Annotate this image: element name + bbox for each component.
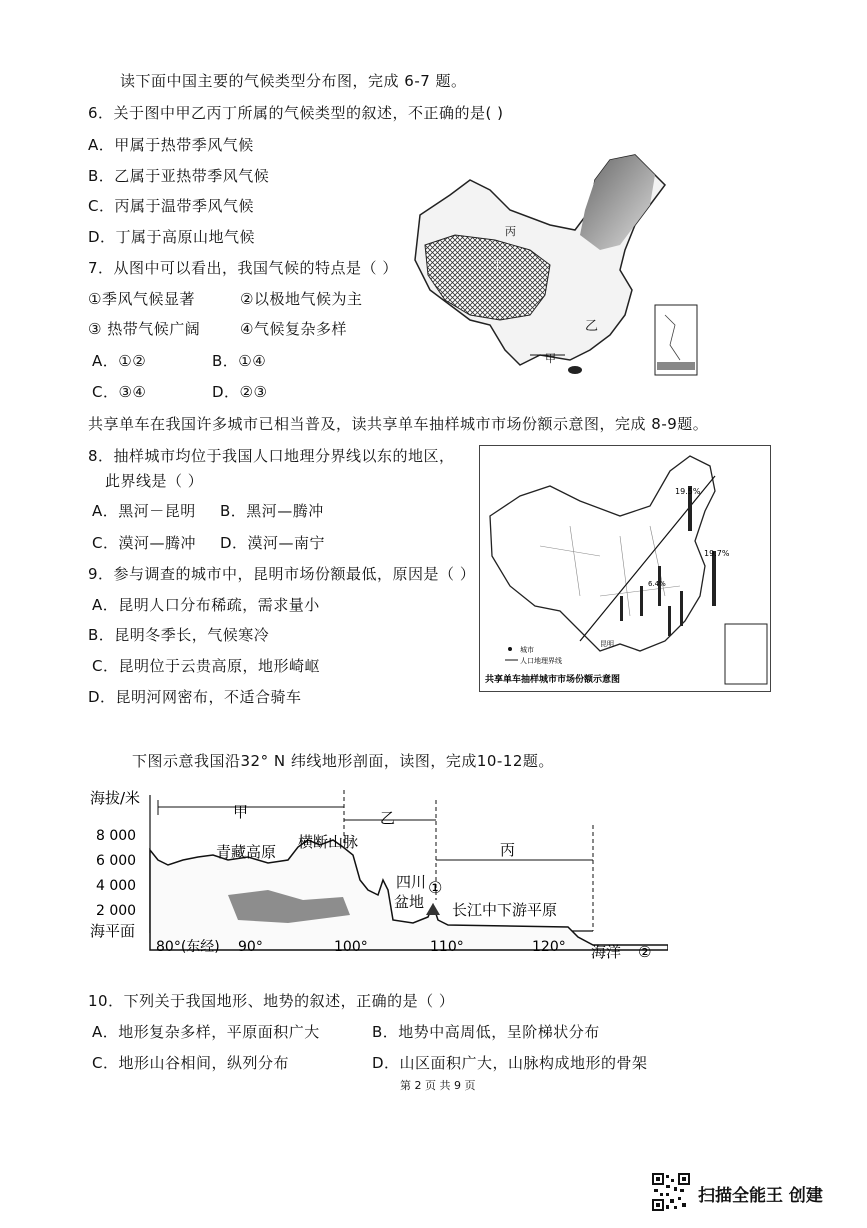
q7-option-d: D．②③	[212, 383, 268, 401]
q9-option-a: A．昆明人口分布稀疏，需求量小	[92, 596, 320, 614]
ytick-8000: 8 000	[96, 828, 137, 844]
q7-item-4: ④气候复杂多样	[240, 320, 347, 338]
map2-caption: 共享单车抽样城市市场份额示意图	[485, 675, 621, 685]
q7-option-b: B．①④	[212, 352, 267, 370]
xtick-80: 80°(东经)	[156, 939, 220, 955]
label-yangtze-plain: 长江中下游平原	[452, 901, 558, 919]
q6-option-d: D．丁属于高原山地气候	[88, 228, 256, 246]
q10-option-b: B．地势中高周低，呈阶梯状分布	[372, 1023, 600, 1041]
q10-option-d: D．山区面积广大，山脉构成地形的骨架	[372, 1054, 648, 1072]
q10-stem: 10．下列关于我国地形、地势的叙述，正确的是（ ）	[88, 992, 455, 1010]
bar-6	[680, 591, 683, 626]
page-footer: 第 2 页 共 9 页	[400, 1079, 476, 1092]
intro-6-7: 读下面中国主要的气候类型分布图，完成 6-7 题。	[120, 72, 467, 90]
q9-option-c: C．昆明位于云贵高原，地形崎岖	[92, 657, 320, 675]
label-hengduan: 横断山脉	[298, 833, 359, 851]
label-sichuan: 四川	[396, 873, 427, 891]
intro-8-9: 共享单车在我国许多城市已相当普及，读共享单车抽样城市市场份额示意图，完成 8-9题。	[88, 415, 709, 433]
q7-option-a: A．①②	[92, 352, 147, 370]
bike-share-map	[479, 445, 771, 692]
q6-option-a: A．甲属于热带季风气候	[88, 136, 254, 154]
climate-map	[410, 150, 700, 380]
zone-jia: 甲	[233, 803, 249, 821]
q6-option-c: C．丙属于温带季风气候	[88, 197, 254, 215]
value-1: 19.5%	[675, 487, 701, 496]
label-ocean: 海洋	[591, 943, 622, 961]
bar-5	[620, 596, 623, 621]
label-ding: 丁	[492, 258, 503, 271]
zone-yi: 乙	[380, 809, 396, 827]
q8-option-a: A．黑河－昆明	[92, 502, 196, 520]
label-jia: 甲	[545, 352, 556, 365]
q8-option-d: D．漠河—南宁	[220, 534, 326, 552]
q9-option-b: B．昆明冬季长，气候寒冷	[88, 626, 270, 644]
value-kunming: 昆明	[600, 640, 614, 648]
marker-1: ①	[428, 878, 443, 897]
scanner-watermark: 扫描全能王 创建	[698, 1186, 823, 1206]
q7-item-3: ③ 热带气候广阔	[88, 320, 201, 338]
hainan-island	[568, 366, 582, 374]
q10-option-c: C．地形山谷相间，纵列分布	[92, 1054, 289, 1072]
ytick-2000: 2 000	[96, 903, 137, 919]
label-qinghai-plateau: 青藏高原	[216, 843, 277, 861]
terrain-profile	[88, 785, 668, 965]
xtick-90: 90°	[238, 939, 263, 955]
q10-option-a: A．地形复杂多样，平原面积广大	[92, 1023, 320, 1041]
q9-option-d: D．昆明河网密布，不适合骑车	[88, 688, 302, 706]
q9-stem: 9．参与调查的城市中，昆明市场份额最低，原因是（ ）	[88, 565, 476, 583]
north-region	[580, 155, 655, 250]
q7-item-1: ①季风气候显著	[88, 290, 195, 308]
legend-city: 城市	[520, 646, 534, 654]
label-yi: 乙	[585, 319, 599, 334]
q8-option-c: C．漠河—腾冲	[92, 534, 196, 552]
xtick-110: 110°	[430, 939, 464, 955]
qr-code-icon	[652, 1173, 690, 1211]
value-3: 6.4%	[648, 580, 666, 588]
marker-2: ②	[638, 943, 652, 961]
bar-4	[640, 586, 643, 616]
label-basin: 盆地	[394, 893, 425, 911]
label-bing: 丙	[505, 225, 516, 238]
q7-item-2: ②以极地气候为主	[240, 290, 363, 308]
profile-ylabel: 海拔/米	[90, 789, 141, 807]
q8-option-b: B．黑河—腾冲	[220, 502, 324, 520]
q8-stem-line1: 8．抽样城市均位于我国人口地理分界线以东的地区，	[88, 447, 455, 465]
bar-2	[712, 551, 716, 606]
q6-option-b: B．乙属于亚热带季风气候	[88, 167, 270, 185]
ytick-4000: 4 000	[96, 878, 137, 894]
legend-line: 人口地理界线	[520, 657, 562, 665]
sea-level-label: 海平面	[90, 922, 136, 940]
intro-10-12: 下图示意我国沿32° N 纬线地形剖面，读图，完成10-12题。	[132, 752, 554, 770]
ytick-6000: 6 000	[96, 853, 137, 869]
q6-stem: 6．关于图中甲乙丙丁所属的气候类型的叙述，不正确的是( )	[88, 104, 504, 122]
q8-stem-line2: 此界线是（ ）	[105, 472, 204, 490]
q7-option-c: C．③④	[92, 383, 147, 401]
xtick-120: 120°	[532, 939, 566, 955]
zone-bing: 丙	[500, 841, 516, 859]
q7-stem: 7．从图中可以看出，我国气候的特点是（ ）	[88, 259, 398, 277]
value-2: 19.7%	[704, 549, 730, 558]
bar-7	[668, 606, 671, 636]
south-sea-inset-2	[725, 624, 767, 684]
xtick-100: 100°	[334, 939, 368, 955]
